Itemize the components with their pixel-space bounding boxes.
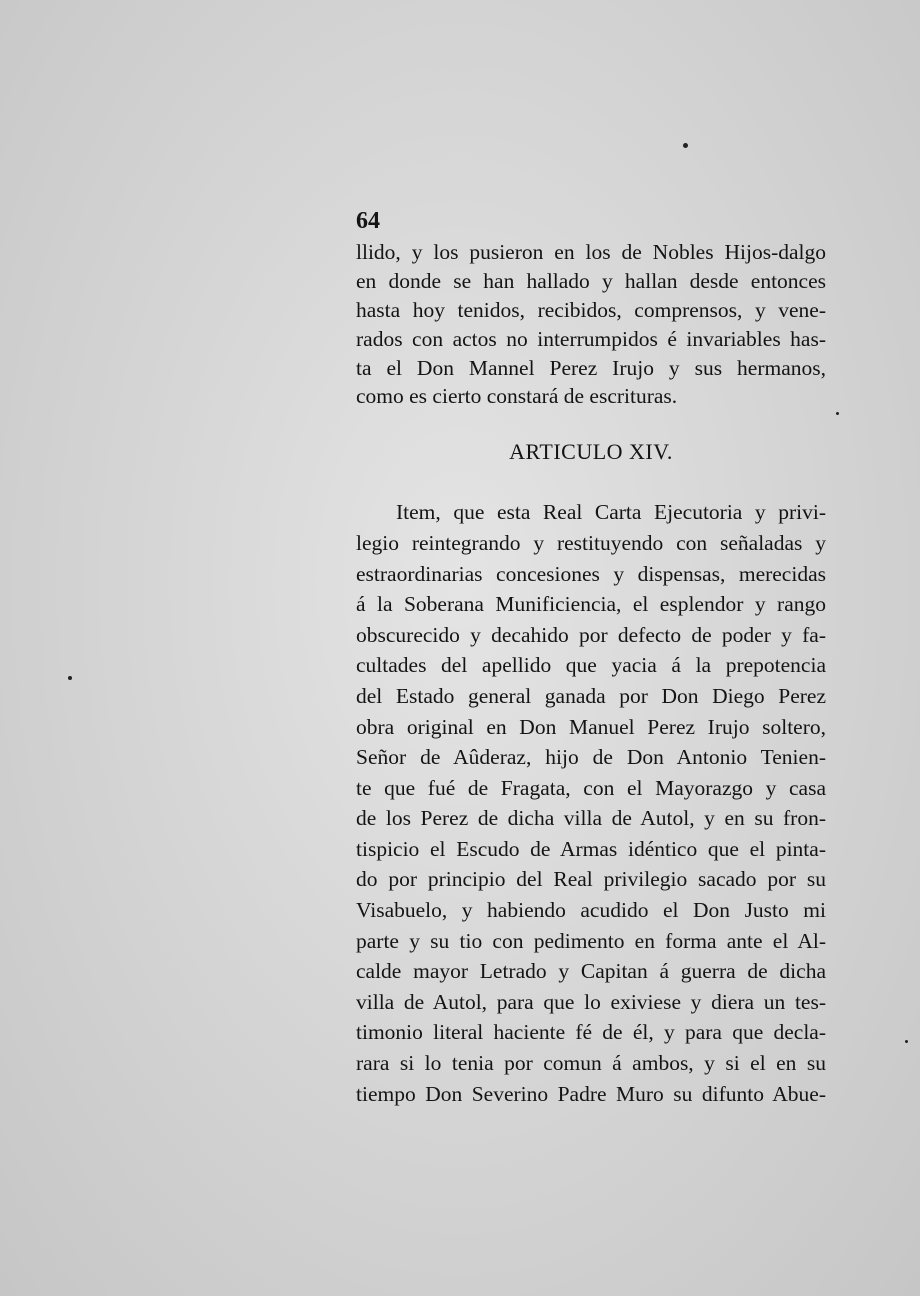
paper-speck xyxy=(683,143,688,148)
text-line: rados con actos no interrumpidos é invariables has- xyxy=(356,326,826,351)
text-line: Item, que esta Real Carta Ejecutoria y privi- xyxy=(396,500,826,525)
text-line: tispicio el Escudo de Armas idéntico que el pinta- xyxy=(356,836,826,861)
text-line: Visabuelo, y habiendo acudido el Don Justo mi xyxy=(356,898,826,923)
text-line: Señor de Aûderaz, hijo de Don Antonio Tenien- xyxy=(356,745,826,770)
top-paragraph xyxy=(356,238,826,411)
text-line: hasta hoy tenidos, recibidos, comprensos, y vene- xyxy=(356,297,826,322)
text-line: del Estado general ganada por Don Diego Perez xyxy=(356,683,826,708)
paper-speck xyxy=(68,676,72,680)
text-line: do por principio del Real privilegio sacado por su xyxy=(356,867,826,892)
text-line: tiempo Don Severino Padre Muro su difunto Abue- xyxy=(356,1081,826,1106)
article-heading: ARTICULO XIV. xyxy=(509,439,673,465)
page-number: 64 xyxy=(356,208,380,234)
text-line: timonio literal haciente fé de él, y para que decla- xyxy=(356,1020,826,1045)
text-line: en donde se han hallado y hallan desde entonces xyxy=(356,268,826,293)
text-line: obscurecido y decahido por defecto de poder y fa- xyxy=(356,622,826,647)
text-line: ta el Don Mannel Perez Irujo y sus hermanos, xyxy=(356,355,826,380)
text-line: de los Perez de dicha villa de Autol, y en su fron- xyxy=(356,806,826,831)
text-line: te que fué de Fragata, con el Mayorazgo y casa xyxy=(356,775,826,800)
paper-speck xyxy=(905,1040,908,1043)
text-line: á la Soberana Munificiencia, el esplendor y rango xyxy=(356,592,826,617)
text-line: parte y su tio con pedimento en forma ante el Al- xyxy=(356,928,826,953)
text-line: llido, y los pusieron en los de Nobles Hijos-dalgo xyxy=(356,240,826,264)
text-line: rara si lo tenia por comun á ambos, y si el en su xyxy=(356,1051,826,1076)
page-text xyxy=(356,206,826,1109)
body-paragraph xyxy=(356,497,826,1109)
text-line: obra original en Don Manuel Perez Irujo soltero, xyxy=(356,714,826,739)
paper-speck xyxy=(836,412,839,415)
text-line: cultades del apellido que yacia á la prepotencia xyxy=(356,653,826,678)
text-line: como es cierto constará de escrituras. xyxy=(356,384,678,409)
text-line: estraordinarias concesiones y dispensas, merecidas xyxy=(356,561,826,586)
text-line: calde mayor Letrado y Capitan á guerra de dicha xyxy=(356,959,826,984)
text-line: legio reintegrando y restituyendo con señaladas y xyxy=(356,530,826,555)
text-line: villa de Autol, para que lo exiviese y diera un tes- xyxy=(356,989,826,1014)
